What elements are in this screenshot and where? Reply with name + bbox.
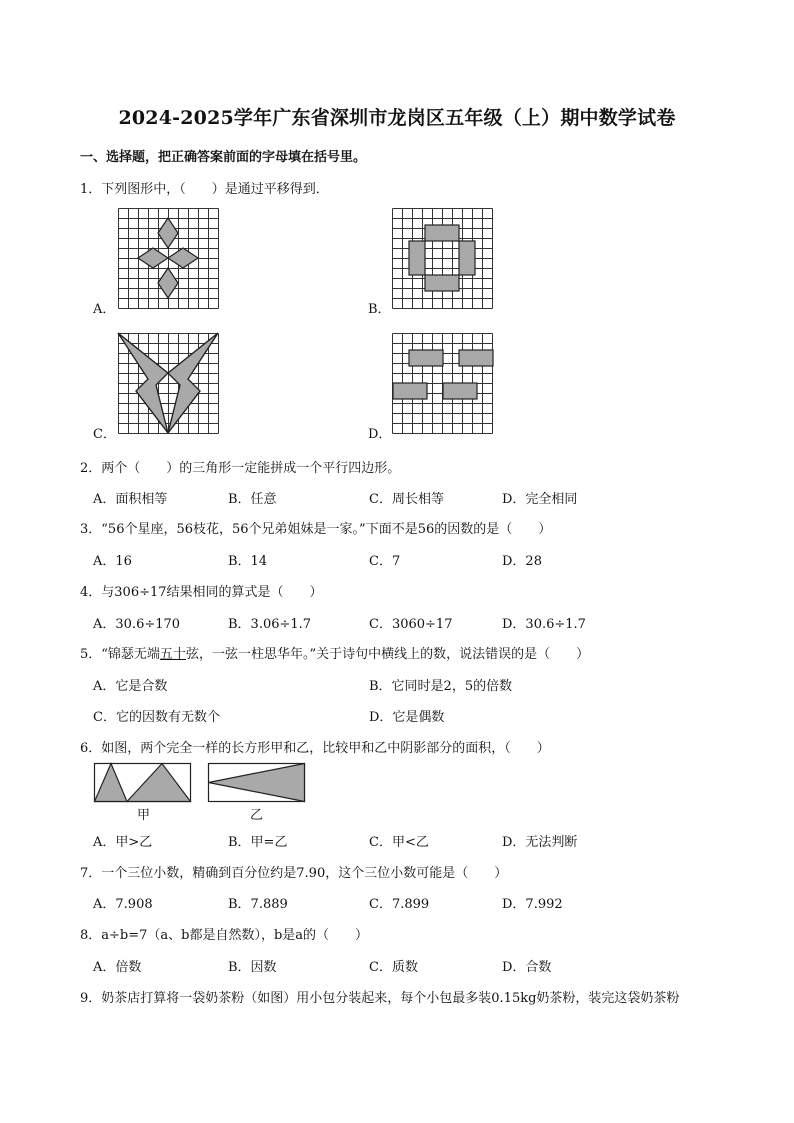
q7-option-a[interactable]: A．7.908 [93, 897, 153, 912]
q3-option-c[interactable]: C．7 [369, 554, 401, 569]
q2-option-a[interactable]: A．面积相等 [93, 492, 168, 507]
q5-stem-end: 弦，一弦一柱思华年。”关于诗句中横线上的数，说法错误的是（ ） [185, 647, 590, 662]
q5-option-c[interactable]: C．它的因数有无数个 [93, 710, 220, 725]
q1-figure-a [118, 208, 219, 309]
q1-option-c-label: C． [93, 427, 116, 442]
q1b-block-top [425, 225, 459, 241]
q6-jia-triangle-1 [95, 764, 128, 802]
question-5-stem [80, 643, 589, 662]
q1-grid-b [393, 209, 493, 309]
q1a-petal-bottom [158, 268, 178, 298]
q1b-block-left [409, 241, 425, 275]
question-1-stem: 1．下列图形中，（ ）是通过平移得到． [80, 182, 329, 197]
q8-option-a[interactable]: A．倍数 [93, 960, 142, 975]
q6-jia-triangle-2 [127, 764, 191, 802]
q1a-petal-top [158, 218, 178, 248]
q5-stem-start: 5．“锦瑟无端 [80, 647, 160, 662]
q1d-bar-4 [443, 383, 477, 399]
q1d-bar-3 [393, 383, 427, 399]
q5-option-d[interactable]: D．它是偶数 [369, 710, 445, 725]
q4-option-c[interactable]: C．3060÷17 [369, 617, 453, 632]
q1-figure-b [392, 208, 493, 309]
q5-option-b[interactable]: B．它同时是2，5的倍数 [369, 679, 513, 694]
q4-option-d[interactable]: D．30.6÷1.7 [502, 617, 586, 632]
q7-option-d[interactable]: D．7.992 [502, 897, 563, 912]
q1-option-b-label: B． [368, 302, 391, 317]
q1-option-a-label: A． [93, 302, 116, 317]
question-8-stem: 8．a÷b=7（a、b都是自然数），b是a的（ ） [80, 928, 369, 943]
q6-label-yi: 乙 [250, 808, 264, 823]
q1-figure-c [118, 333, 219, 434]
page-title: 2024-2025学年广东省深圳市龙岗区五年级（上）期中数学试卷 [118, 107, 676, 129]
q1b-block-right [459, 241, 475, 275]
q2-option-b[interactable]: B．任意 [228, 492, 277, 507]
q1a-petal-right [168, 248, 198, 268]
question-6-stem: 6．如图，两个完全一样的长方形甲和乙，比较甲和乙中阴影部分的面积，（ ） [80, 741, 550, 756]
q6-option-c[interactable]: C．甲<乙 [369, 835, 429, 850]
q1d-bar-1 [409, 350, 443, 366]
q2-option-c[interactable]: C．周长相等 [369, 492, 444, 507]
q1d-bar-2 [459, 350, 493, 366]
q6-label-jia: 甲 [137, 808, 151, 823]
q7-option-b[interactable]: B．7.889 [228, 897, 288, 912]
q5-option-a[interactable]: A．它是合数 [93, 679, 168, 694]
q3-option-b[interactable]: B．14 [228, 554, 268, 569]
q6-option-a[interactable]: A．甲>乙 [93, 835, 153, 850]
question-4-stem: 4．与306÷17结果相同的算式是（ ） [80, 585, 323, 600]
q1-figure-d [392, 333, 493, 434]
q1a-petal-left [138, 248, 168, 268]
question-7-stem: 7．一个三位小数，精确到百分位约是7.90，这个三位小数可能是（ ） [80, 866, 508, 881]
question-2-stem: 2．两个（ ）的三角形一定能拼成一个平行四边形。 [80, 461, 401, 476]
q1-option-d-label: D． [368, 427, 392, 442]
q3-option-a[interactable]: A．16 [93, 554, 132, 569]
q6-figure [94, 763, 306, 803]
q5-underlined-number: 五十 [159, 647, 186, 662]
q4-option-b[interactable]: B．3.06÷1.7 [228, 617, 312, 632]
q6-option-b[interactable]: B．甲=乙 [228, 835, 288, 850]
q6-yi-triangle [209, 764, 305, 802]
question-9-stem: 9．奶茶店打算将一袋奶茶粉（如图）用小包分装起来，每个小包最多装0.15kg奶茶粉，装完这袋奶茶粉 [80, 991, 680, 1006]
q3-option-d[interactable]: D．28 [502, 554, 542, 569]
q6-option-d[interactable]: D．无法判断 [502, 835, 578, 850]
q2-option-d[interactable]: D．完全相同 [502, 492, 578, 507]
q8-option-c[interactable]: C．质数 [369, 960, 418, 975]
q8-option-b[interactable]: B．因数 [228, 960, 277, 975]
section-heading: 一、选择题，把正确答案前面的字母填在括号里。 [80, 150, 367, 165]
q7-option-c[interactable]: C．7.899 [369, 897, 430, 912]
q1b-block-bottom [425, 275, 459, 291]
question-3-stem: 3．“56个星座，56枝花，56个兄弟姐妹是一家。”下面不是56的因数的是（ ） [80, 522, 552, 537]
q4-option-a[interactable]: A．30.6÷170 [93, 617, 181, 632]
q8-option-d[interactable]: D．合数 [502, 960, 552, 975]
